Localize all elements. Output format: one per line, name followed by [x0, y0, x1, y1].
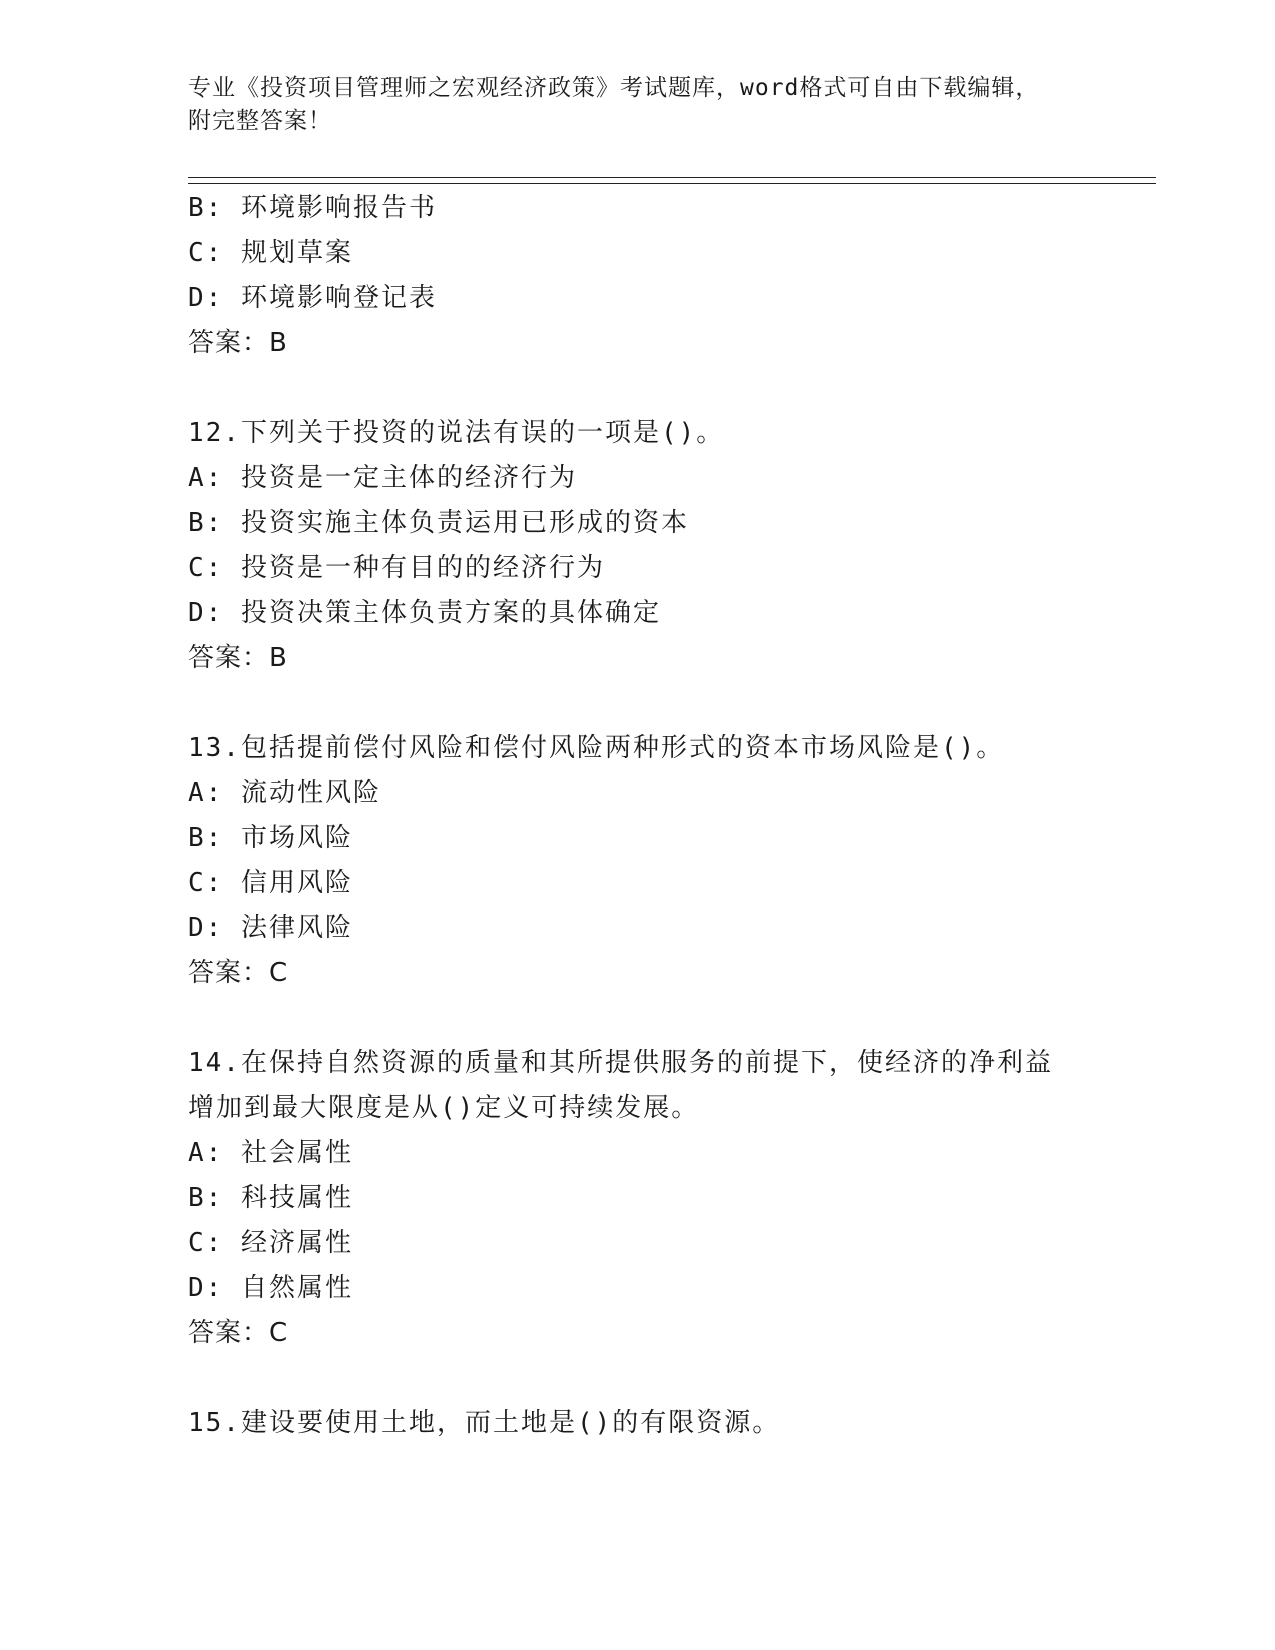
q13-answer: 答案：C	[188, 958, 289, 988]
q13-option-a: A: 流动性风险	[188, 778, 381, 808]
q11-answer: 答案：B	[188, 328, 288, 358]
q12-option-a: A: 投资是一定主体的经济行为	[188, 463, 577, 493]
q12-option-d: D: 投资决策主体负责方案的具体确定	[188, 598, 661, 628]
header-line-2: 附完整答案！	[188, 108, 332, 134]
q12-answer: 答案：B	[188, 643, 288, 673]
q13-option-c: C: 信用风险	[188, 868, 353, 898]
q12-option-b: B: 投资实施主体负责运用已形成的资本	[188, 508, 689, 538]
q14-option-b: B: 科技属性	[188, 1183, 353, 1213]
q14-stem-line-1: 14.在保持自然资源的质量和其所提供服务的前提下，使经济的净利益	[188, 1048, 1053, 1078]
document-header	[188, 72, 1088, 138]
header-line-1: 专业《投资项目管理师之宏观经济政策》考试题库，word格式可自由下载编辑，	[188, 75, 1040, 101]
q12-stem: 12.下列关于投资的说法有误的一项是()。	[188, 418, 725, 448]
q13-option-b: B: 市场风险	[188, 823, 353, 853]
header-divider-bottom	[188, 183, 1156, 184]
q14-option-c: C: 经济属性	[188, 1228, 353, 1258]
q13-option-d: D: 法律风险	[188, 913, 353, 943]
q11-option-b: B: 环境影响报告书	[188, 193, 437, 223]
q15-stem: 15.建设要使用土地，而土地是()的有限资源。	[188, 1408, 781, 1438]
q13-stem: 13.包括提前偿付风险和偿付风险两种形式的资本市场风险是()。	[188, 733, 1005, 763]
q14-stem-line-2: 增加到最大限度是从()定义可持续发展。	[188, 1093, 700, 1123]
q14-option-a: A: 社会属性	[188, 1138, 353, 1168]
q11-option-d: D: 环境影响登记表	[188, 283, 437, 313]
q11-option-c: C: 规划草案	[188, 238, 353, 268]
q12-option-c: C: 投资是一种有目的的经济行为	[188, 553, 605, 583]
header-divider-top	[188, 177, 1156, 178]
q14-option-d: D: 自然属性	[188, 1273, 353, 1303]
q14-answer: 答案：C	[188, 1318, 289, 1348]
